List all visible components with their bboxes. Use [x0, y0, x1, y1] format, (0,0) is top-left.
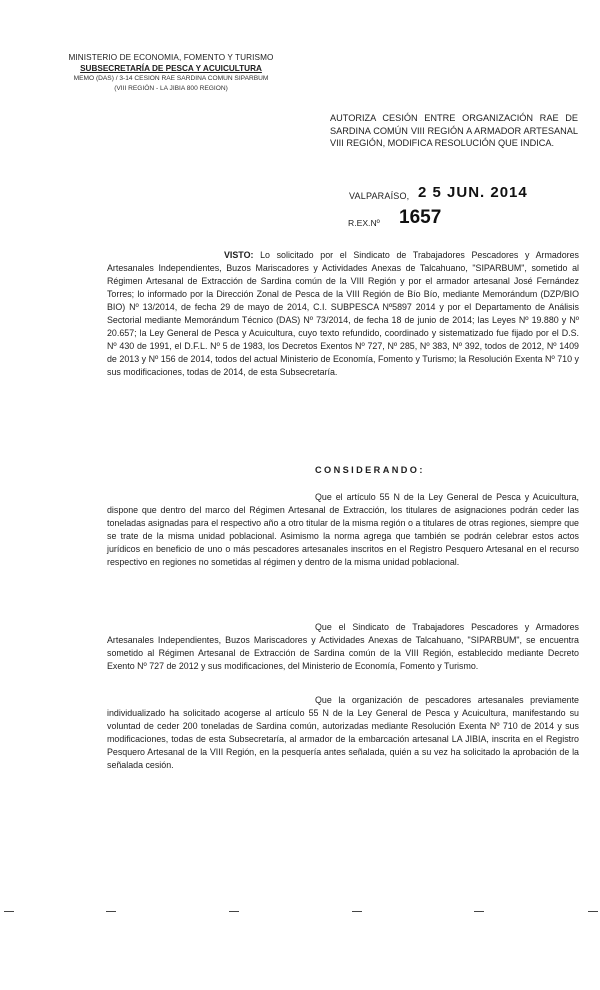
scan-margin-mark	[106, 911, 116, 912]
considerando-heading: CONSIDERANDO:	[315, 465, 425, 475]
considerando-paragraph-1	[107, 491, 579, 569]
resolution-subject: AUTORIZA CESIÓN ENTRE ORGANIZACIÓN RAE DE SARDINA COMÚN VIII REGIÓN A ARMADOR ARTESANAL VIII REGIÓN, MODIFICA RESOLUCIÓN QUE INDICA.	[330, 113, 578, 148]
considerando-paragraph-2	[107, 621, 579, 673]
subsecretaria-name: SUBSECRETARÍA DE PESCA Y ACUICULTURA	[80, 64, 262, 73]
scan-margin-mark	[229, 911, 239, 912]
paragraph-text: Que el Sindicato de Trabajadores Pescadores y Armadores Artesanales Independientes, Buzos Mariscadores y Actividades Anexas de Talcahuano, "SIPARBUM", se encuentra sometido al Régimen Artesanal de Extracción de Sardina común de la VIII Región, establecido mediante Decreto Exento Nº 727 de 2012 y sus modificaciones, del Ministerio de Economía, Fomento y Turismo.	[107, 622, 579, 671]
date-city: VALPARAÍSO,	[349, 191, 410, 201]
date-stamp: 2 5 JUN. 2014	[418, 184, 528, 201]
resolution-number-line	[348, 207, 548, 231]
scan-margin-mark	[352, 911, 362, 912]
visto-text: Lo solicitado por el Sindicato de Trabajadores Pescadores y Armadores Artesanales Independientes, Buzos Mariscadores y Actividades Anexas de Talcahuano, "SIPARBUM", sometido al Régimen Artesanal de Extracción de Sardina común de la VIII Región y por el armador artesanal José Fernández Torres; lo informado por la Dirección Zonal de Pesca de la VIII Región de Bío Bío, mediante Memorándum (DZP/BIO BIO) Nº 13/2014, de fecha 29 de mayo de 2014, C.I. SUBPESCA Nº5897 2014 y por el Departamento de Análisis Sectorial mediante Memorándum Técnico (DAS) Nº 73/2014, de fecha 18 de junio de 2014; las Leyes Nº 19.880 y Nº 20.657; la Ley General de Pesca y Acuicultura, cuyo texto refundido, coordinado y sistematizado fue fijado por el D.S. Nº 430 de 1991, el D.F.L. Nº 5 de 1983, los Decretos Exentos Nº 727, Nº 285, Nº 383, Nº 392, todos de 2012, Nº 1409 de 2013 y Nº 156 de 2014, todos del actual Ministerio de Economía, Fomento y Turismo; la Resolución Exenta Nº 710 y sus modificaciones, todas de 2014, de esta Subsecretaría.	[107, 250, 579, 377]
visto-label: VISTO:	[224, 250, 254, 260]
paragraph-text: Que el artículo 55 N de la Ley General de Pesca y Acuicultura, dispone que dentro del marco del Régimen Artesanal de Extracción, los titulares de asignaciones podrán ceder las toneladas asignadas para el respectivo año a otro titular de la misma región o a titulares de otras regiones, siempre que se trate de la misma unidad poblacional. Asimismo la norma agrega que también se podrán celebrar estos actos jurídicos en beneficio de uno o más pescadores artesanales inscritos en el Registro Pesquero Artesanal en el recurso respectivo en regiones no sometidas al régimen y dentro de la misma unidad poblacional.	[107, 492, 579, 567]
scan-margin-mark	[4, 911, 14, 912]
ministry-name: MINISTERIO DE ECONOMIA, FOMENTO Y TURISMO	[68, 53, 274, 62]
considerando-paragraph-3	[107, 694, 579, 772]
paragraph-text: Que la organización de pescadores artesanales previamente individualizado ha solicitado acogerse al artículo 55 N de la Ley General de Pesca y Acuicultura, manifestando su voluntad de ceder 200 toneladas de Sardina común, autorizadas mediante Resolución Exenta Nº 710 de 2014 y sus modificaciones, todas de esta Subsecretaría, al armador de la embarcación artesanal LA JIBIA, inscrita en el Registro Pesquero Artesanal de la VIII Región, en la pesquería antes señalada, quién a su vez ha solicitado la aprobación de la señalada cesión.	[107, 695, 579, 770]
visto-paragraph	[107, 249, 579, 379]
scan-margin-mark	[588, 911, 598, 912]
letterhead	[66, 52, 276, 94]
date-line	[349, 184, 589, 206]
region-reference: (VIII REGIÓN - LA JIBIA 800 REGION)	[114, 85, 228, 92]
scan-margin-mark	[474, 911, 484, 912]
resolution-label: R.EX.Nº	[348, 218, 380, 228]
memo-reference: MEMO (DAS) / 3-14 CESION RAE SARDINA COMUN SIPARBUM	[73, 75, 269, 82]
resolution-number: 1657	[399, 207, 442, 228]
